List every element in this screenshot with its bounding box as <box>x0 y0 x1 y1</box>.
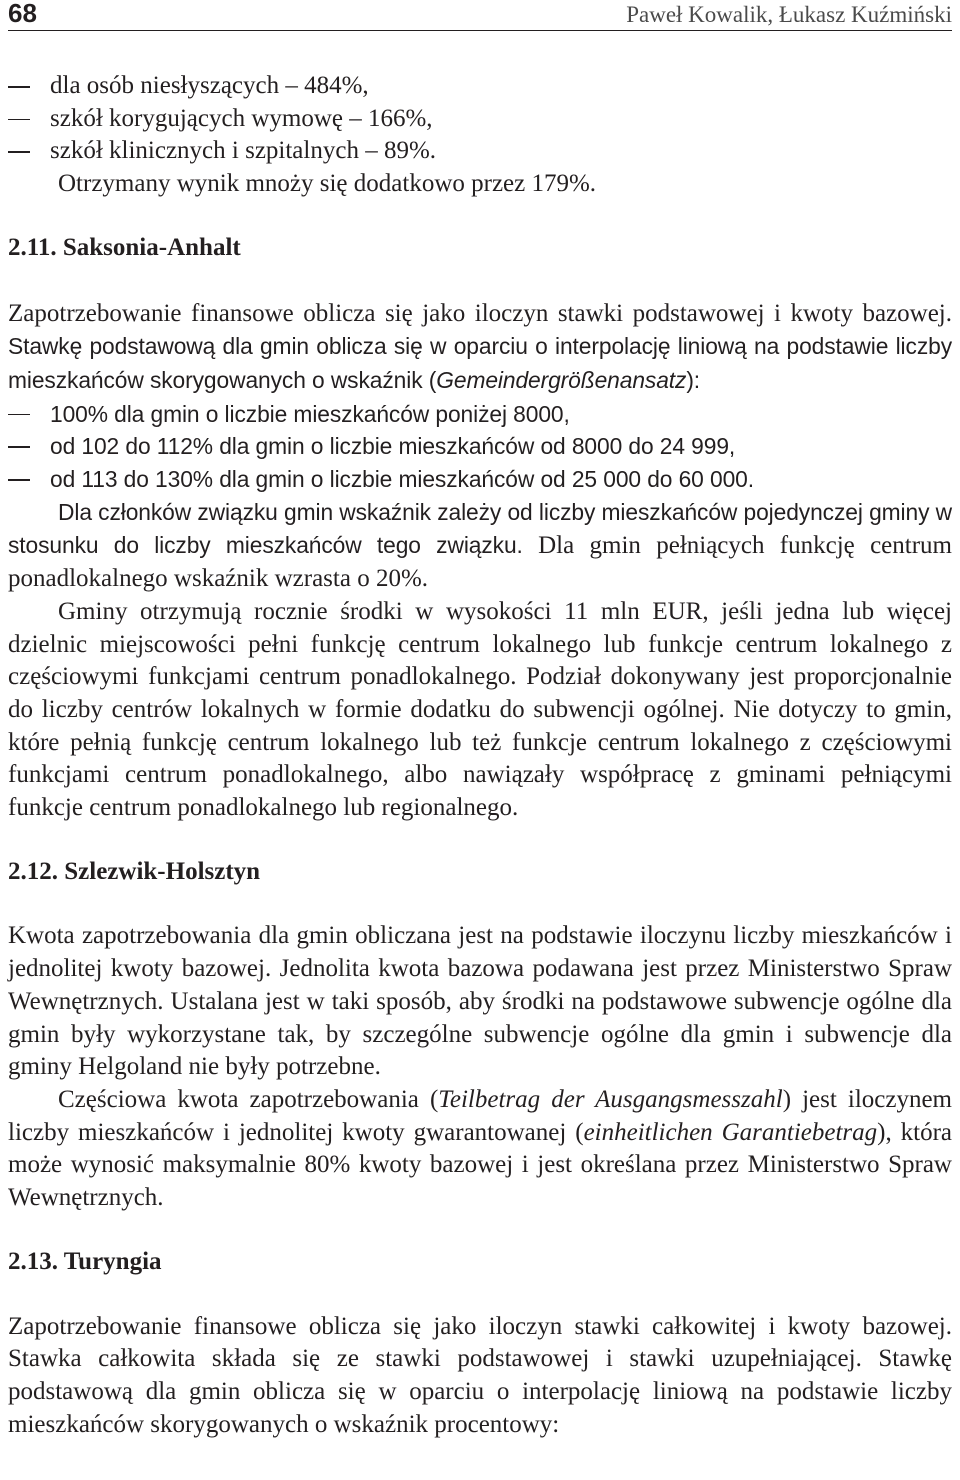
paragraph-text: Częściowa kwota zapotrzebowania ( <box>58 1085 439 1113</box>
running-head-authors: Paweł Kowalik, Łukasz Kuźmiński <box>626 2 952 27</box>
section-heading-2-12: 2.12. Szlezwik-Holsztyn <box>8 857 261 885</box>
paragraph-text: Zapotrzebowanie finansowe oblicza się jako iloczyn stawki podstawowej i kwoty bazowej. <box>8 299 952 327</box>
paragraph-text: Podział dokonywany jest proporcjonalnie do liczby centrów lokalnych w formie dodatku do subwencji ogólnej. <box>8 663 952 723</box>
paragraph-text: Gminy otrzymują rocznie środki w wysokości 11 mln EUR, jeśli jedna lub więcej dzielnic miejscowości pełni funkcję centrum lokalnego lub funkcje centrum lokalnego z częściowymi funkcjami centrum ponadlokalnego. <box>8 597 952 691</box>
paragraph-text: ): <box>686 366 701 393</box>
intro-list <box>8 70 952 168</box>
section-heading-2-11: 2.11. Saksonia-Anhalt <box>8 233 241 261</box>
paragraph-text: Dla członków związku gmin wskaźnik zależy od liczby mieszkańców pojedynczej gminy w stosunku do liczby mieszkańców tego związku. <box>8 498 952 559</box>
page-body <box>8 70 952 1441</box>
paragraph-text: ) jest iloczynem liczby mieszkańców i jednolitej kwoty gwarantowanej ( <box>8 1085 952 1146</box>
paragraph: Zapotrzebowanie finansowe oblicza się jako iloczyn stawki całkowitej i kwoty bazowej. Stawka całkowita składa się ze stawki podstawowej i stawki uzupełniającej. Stawkę podstawową dla gmin oblicza się w oparciu o interpolację liniową na podstawie liczby mieszkańców skorygowanych o wskaźnik procentowy: <box>8 1312 952 1438</box>
list-item: od 102 do 112% dla gmin o liczbie mieszkańców od 8000 do 24 999, <box>8 430 952 463</box>
threshold-list <box>8 398 952 496</box>
paragraph-text: Nie dotyczy to gmin, które pełnią funkcję centrum lokalnego lub też funkcje centrum lokalnego z częściowymi funkcjami centrum ponadlokalnego, albo nawiązały współpracę z gminami pełniącymi funkcje centrum ponadlokalnego lub regionalnego. <box>8 695 952 822</box>
section-heading-2-13: 2.13. Turyngia <box>8 1247 162 1275</box>
paragraph <box>8 496 952 596</box>
italic-term: Teilbetrag der Ausgangsmesszahl <box>438 1085 783 1113</box>
list-item: 100% dla gmin o liczbie mieszkańców poniżej 8000, <box>8 398 952 431</box>
paragraph <box>8 596 952 825</box>
intro-after-text: Otrzymany wynik mnoży się dodatkowo przez 179%. <box>58 170 597 198</box>
list-item: od 113 do 130% dla gmin o liczbie mieszkańców od 25 000 do 60 000. <box>8 463 952 496</box>
paragraph-text: ), która może wynosić maksymalnie 80% kwoty bazowej i jest określana przez Ministerstwo Spraw Wewnętrznych. <box>8 1118 953 1212</box>
page-header <box>8 0 952 31</box>
page-number: 68 <box>8 0 37 28</box>
paragraph-text: Stawkę podstawową dla gmin oblicza się w oparciu o interpolację liniową na podstawie liczby mieszkańców skorygowanych o wskaźnik ( <box>8 333 952 393</box>
paragraph-text: Dla gmin pełniących funkcję centrum ponadlokalnego wskaźnik wzrasta o 20%. <box>8 532 952 593</box>
italic-term: Gemeindergrößenansatz <box>436 366 687 393</box>
paragraph: Kwota zapotrzebowania dla gmin obliczana jest na podstawie iloczynu liczby mieszkańców i jednolitej kwoty bazowej. Jednolita kwota bazowa podawana jest przez Ministerstwo Spraw Wewnętrznych. Ustalana jest w taki sposób, aby środki na podstawowe subwencje ogólne dla gmin były wykorzystane tak, by szczególne subwencje ogólne dla gmin i subwencje dla gminy Helgoland nie były potrzebne. <box>8 922 952 1081</box>
list-item: szkół korygujących wymowę – 166%, <box>8 103 952 136</box>
list-item: dla osób niesłyszących – 484%, <box>8 70 952 103</box>
paragraph <box>8 1084 952 1215</box>
list-item: szkół klinicznych i szpitalnych – 89%. <box>8 135 952 168</box>
paragraph <box>8 297 952 398</box>
italic-term: einheitlichen Garantiebetrag <box>583 1118 878 1146</box>
